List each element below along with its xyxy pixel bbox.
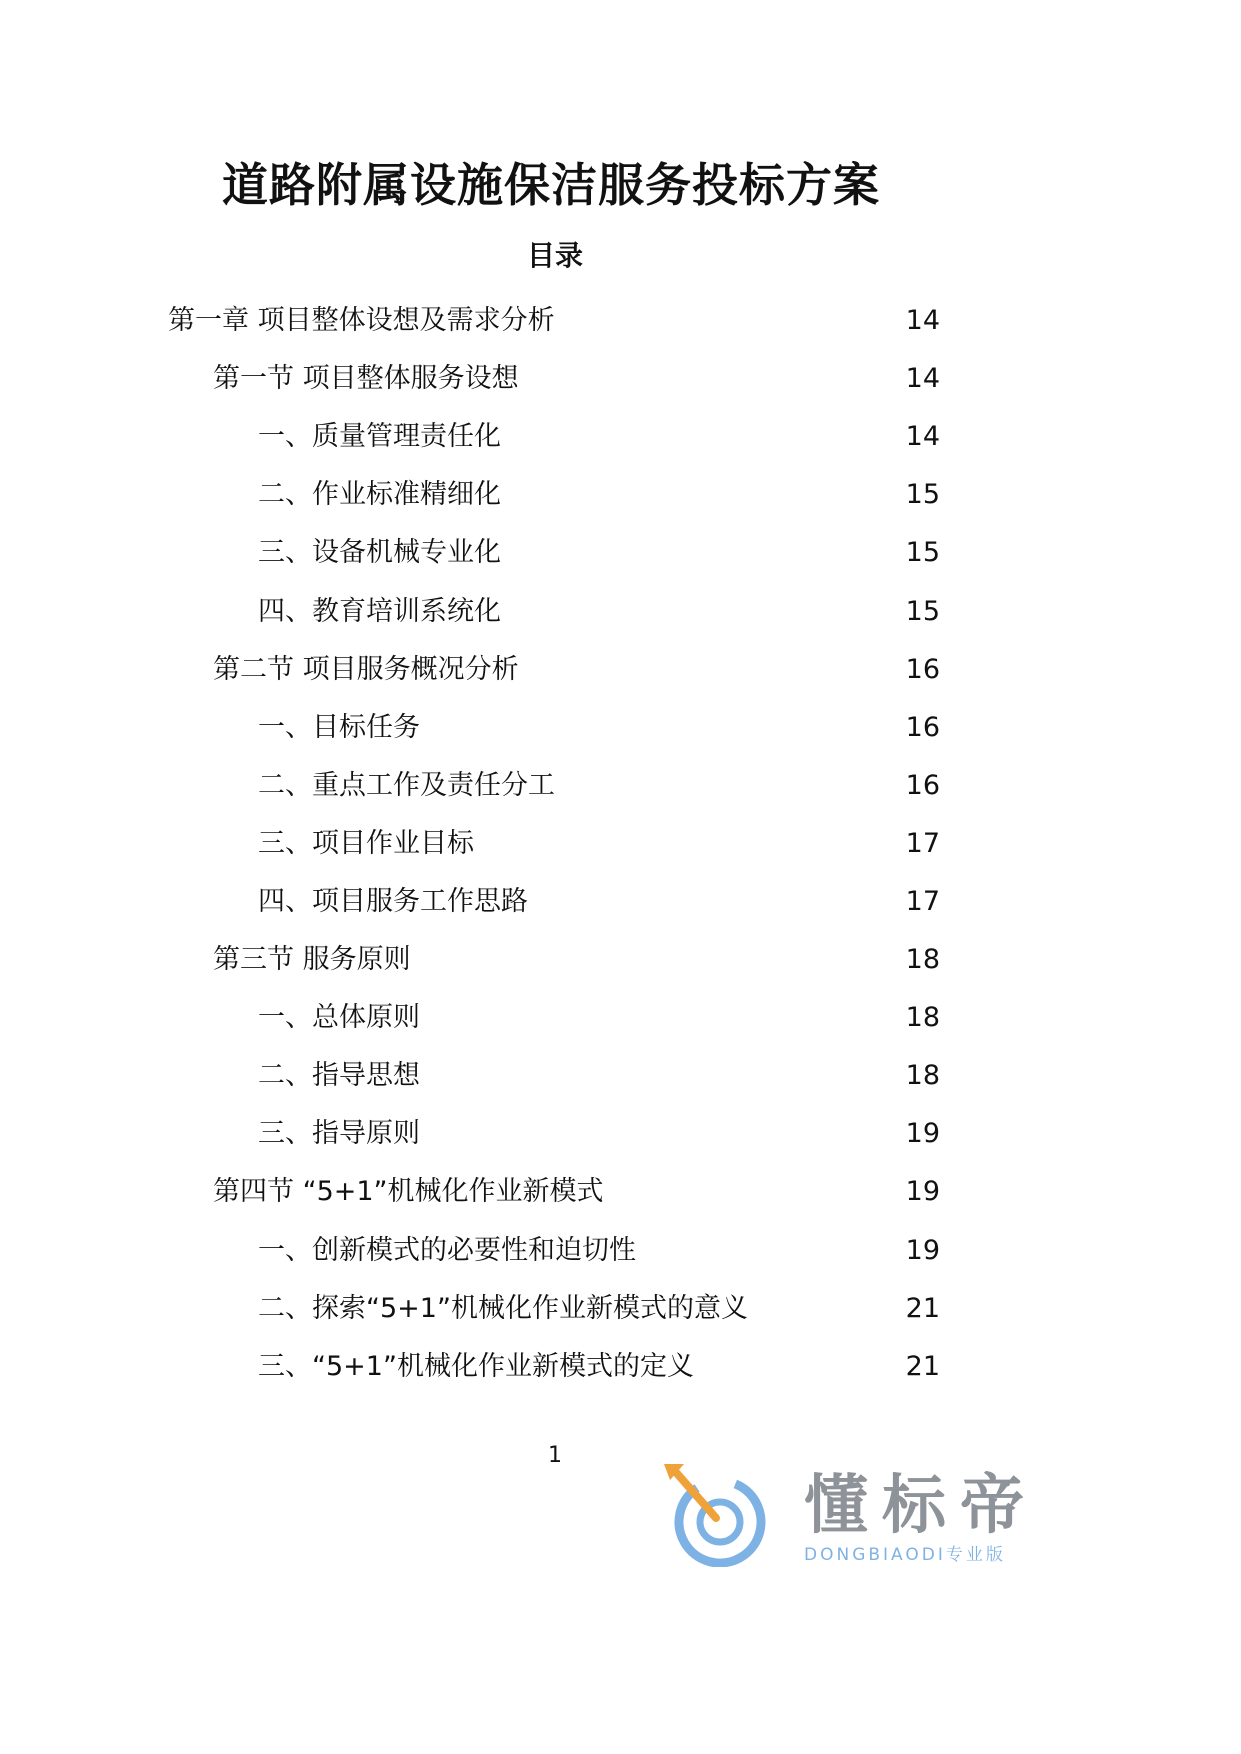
- toc-entry[interactable]: [0, 466, 1102, 524]
- toc-entry-title: 三、指导原则: [258, 1118, 420, 1150]
- toc-heading: 目录: [526, 239, 583, 272]
- toc-entry-title: 三、“5+1”机械化作业新模式的定义: [258, 1350, 694, 1382]
- toc-entry[interactable]: [0, 757, 1102, 815]
- toc-entry[interactable]: [0, 641, 1102, 699]
- toc-entry-page: 15: [905, 479, 940, 511]
- toc-entry[interactable]: [0, 1280, 1102, 1338]
- toc-entry-title: 二、指导思想: [258, 1060, 420, 1092]
- toc-entry-page: 17: [905, 827, 940, 859]
- toc-entry-page: 15: [905, 537, 940, 569]
- page-number: 1: [548, 1443, 562, 1468]
- toc-entry-page: 14: [905, 305, 940, 337]
- toc-entry-title: 二、重点工作及责任分工: [258, 769, 555, 801]
- toc-entry[interactable]: [0, 350, 1102, 408]
- toc-entry[interactable]: [0, 1338, 1102, 1396]
- toc-entry[interactable]: [0, 1163, 1102, 1221]
- toc-entry-title: 一、质量管理责任化: [258, 421, 501, 453]
- document-title: 道路附属设施保洁服务投标方案: [222, 158, 880, 212]
- toc-entry-title: 二、作业标准精细化: [258, 479, 501, 511]
- toc-entry-page: 18: [905, 944, 940, 976]
- toc-entry-page: 21: [905, 1292, 940, 1324]
- toc-entry-title: 四、教育培训系统化: [258, 595, 501, 627]
- toc-entry-title: 一、总体原则: [258, 1002, 420, 1034]
- toc-entry-title: 第三节 服务原则: [213, 944, 411, 976]
- watermark-subtitle: DONGBIAODI专业版: [804, 1545, 1006, 1565]
- toc-entry[interactable]: [0, 1105, 1102, 1163]
- toc-entry-page: 18: [905, 1060, 940, 1092]
- watermark: [664, 1462, 1094, 1567]
- toc-entry-page: 18: [905, 1002, 940, 1034]
- toc-entry-title: 二、探索“5+1”机械化作业新模式的意义: [258, 1292, 748, 1324]
- toc-entry-page: 21: [905, 1350, 940, 1382]
- toc-entry[interactable]: [0, 292, 1102, 350]
- toc-entry-title: 第一节 项目整体服务设想: [213, 363, 519, 395]
- watermark-brand: 懂标帝: [804, 1469, 1038, 1543]
- toc-entry[interactable]: [0, 524, 1102, 582]
- toc-entry-title: 三、项目作业目标: [258, 827, 474, 859]
- toc-entry-page: 16: [905, 711, 940, 743]
- toc-entry-page: 16: [905, 769, 940, 801]
- toc-entry[interactable]: [0, 989, 1102, 1047]
- toc-entry-page: 19: [905, 1118, 940, 1150]
- toc-entry-title: 四、项目服务工作思路: [258, 885, 528, 917]
- toc-entry-page: 14: [905, 363, 940, 395]
- toc-entry[interactable]: [0, 1222, 1102, 1280]
- toc-entry[interactable]: [0, 931, 1102, 989]
- toc-entry[interactable]: [0, 582, 1102, 640]
- toc-entry[interactable]: [0, 699, 1102, 757]
- toc-entry-title: 第二节 项目服务概况分析: [213, 653, 519, 685]
- toc-entry[interactable]: [0, 408, 1102, 466]
- toc-entry-page: 19: [905, 1234, 940, 1266]
- target-arrow-icon: [664, 1462, 784, 1567]
- table-of-contents: [0, 292, 1102, 1396]
- toc-entry[interactable]: [0, 873, 1102, 931]
- toc-entry-title: 一、目标任务: [258, 711, 420, 743]
- toc-entry-page: 14: [905, 421, 940, 453]
- toc-entry[interactable]: [0, 1047, 1102, 1105]
- toc-entry-title: 第四节 “5+1”机械化作业新模式: [213, 1176, 604, 1208]
- toc-entry-page: 19: [905, 1176, 940, 1208]
- toc-entry-page: 15: [905, 595, 940, 627]
- toc-entry-title: 一、创新模式的必要性和迫切性: [258, 1234, 636, 1266]
- toc-entry-title: 第一章 项目整体设想及需求分析: [168, 305, 555, 337]
- toc-entry-page: 17: [905, 885, 940, 917]
- toc-entry-title: 三、设备机械专业化: [258, 537, 501, 569]
- toc-entry[interactable]: [0, 815, 1102, 873]
- toc-entry-page: 16: [905, 653, 940, 685]
